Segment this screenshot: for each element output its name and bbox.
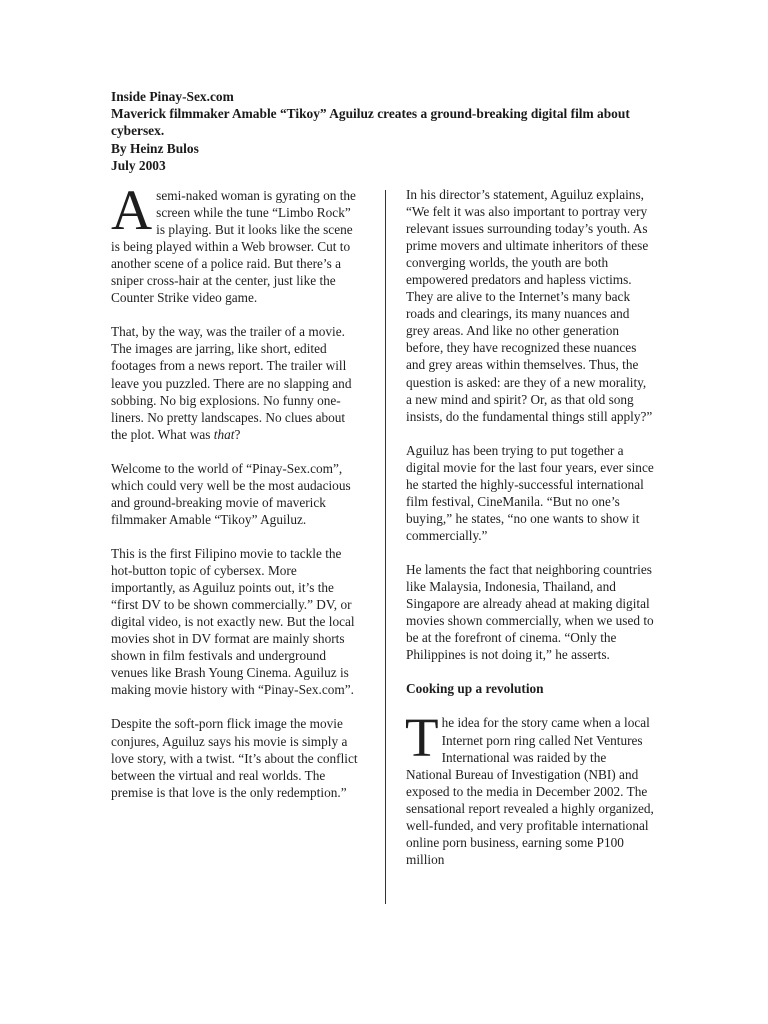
paragraph-text: ?: [234, 426, 241, 442]
paragraph: [111, 179, 359, 306]
drop-cap: A: [111, 179, 153, 242]
drop-cap: T: [405, 707, 439, 769]
article-byline: By Heinz Bulos: [111, 140, 199, 156]
article-deck: Maverick filmmaker Amable “Tikoy” Aguiluz creates a ground-breaking digital film about cybersex.: [111, 106, 630, 139]
paragraph-text: he idea for the story came when a local Internet porn ring called Net Ventures International was raided by the National Bureau of Investigation (NBI) and exposed to the media in December 2002. The sensational report revealed a highly organized, well-funded, and very profitable international online porn business, earning some P100 million: [406, 715, 654, 867]
paragraph-text: semi-naked woman is gyrating on the screen while the tune “Limbo Rock” is playing. But it looks like the scene is being played within a Web browser. Cut to another scene of a police raid. But there’s a sniper cross-hair at the center, just like the Counter Strike video game.: [111, 188, 356, 306]
paragraph: In his director’s statement, Aguiluz explains, “We felt it was also important to portray very relevant issues surrounding today’s youth. As prime movers and ultimate inheritors of these converging worlds, the youth are both empowered predators and hapless victims. They are alive to the Internet’s many back roads and clearings, its many nuances and grey areas. And like no other generation before, they have recognized these nuances and grey areas within themselves. Thus, the question is asked: are they of a new morality, a new mind and spirit? Or, as that old song insists, do the fundamental things still apply?”: [406, 187, 653, 424]
article-header: [111, 88, 671, 174]
article-date: July 2003: [111, 157, 166, 173]
paragraph: Despite the soft-porn flick image the movie conjures, Aguiluz says his movie is simply a love story, with a twist. “It’s about the conflict between the virtual and real worlds. The premise is that love is the only redemption.”: [111, 716, 358, 800]
article-title: Inside Pinay-Sex.com: [111, 89, 234, 104]
column-divider: [385, 190, 386, 904]
paragraph: He laments the fact that neighboring countries like Malaysia, Indonesia, Thailand, and Singapore are already ahead at making digital movies shown commercially, when we used to be at the forefront of cinema. “Only the Philippines is not doing it,” he asserts.: [406, 562, 654, 663]
section-heading: Cooking up a revolution: [406, 681, 544, 697]
paragraph: This is the first Filipino movie to tackle the hot-button topic of cybersex. More importantly, as Aguiluz points out, it’s the “first DV to be shown commercially.” DV, or digital video, is not exactly new. But the local movies shot in DV format are mainly shorts shown in film festivals and underground venues like Brash Young Cinema. Aguiluz is making movie history with “Pinay-Sex.com”.: [111, 545, 355, 698]
right-column: [406, 186, 654, 885]
paragraph: [111, 323, 359, 442]
left-column: [111, 179, 359, 818]
paragraph-text: That, by the way, was the trailer of a movie. The images are jarring, like short, edited footages from a news report. The trailer will leave you puzzled. There are no slapping and sobbing. No big explosions. No funny one-liners. No pretty landscapes. No clues about the plot. What was: [111, 324, 352, 442]
paragraph: Welcome to the world of “Pinay-Sex.com”, which could very well be the most audacious and ground-breaking movie of maverick filmmaker Amable “Tikoy” Aguiluz.: [111, 460, 351, 527]
paragraph: Aguiluz has been trying to put together a digital movie for the last four years, ever since he started the highly-successful international film festival, CineManila. “But no one’s buying,” he states, “no one wants to show it commercially.”: [406, 442, 654, 543]
emphasis-text: that: [213, 426, 235, 442]
paragraph: [405, 707, 654, 867]
